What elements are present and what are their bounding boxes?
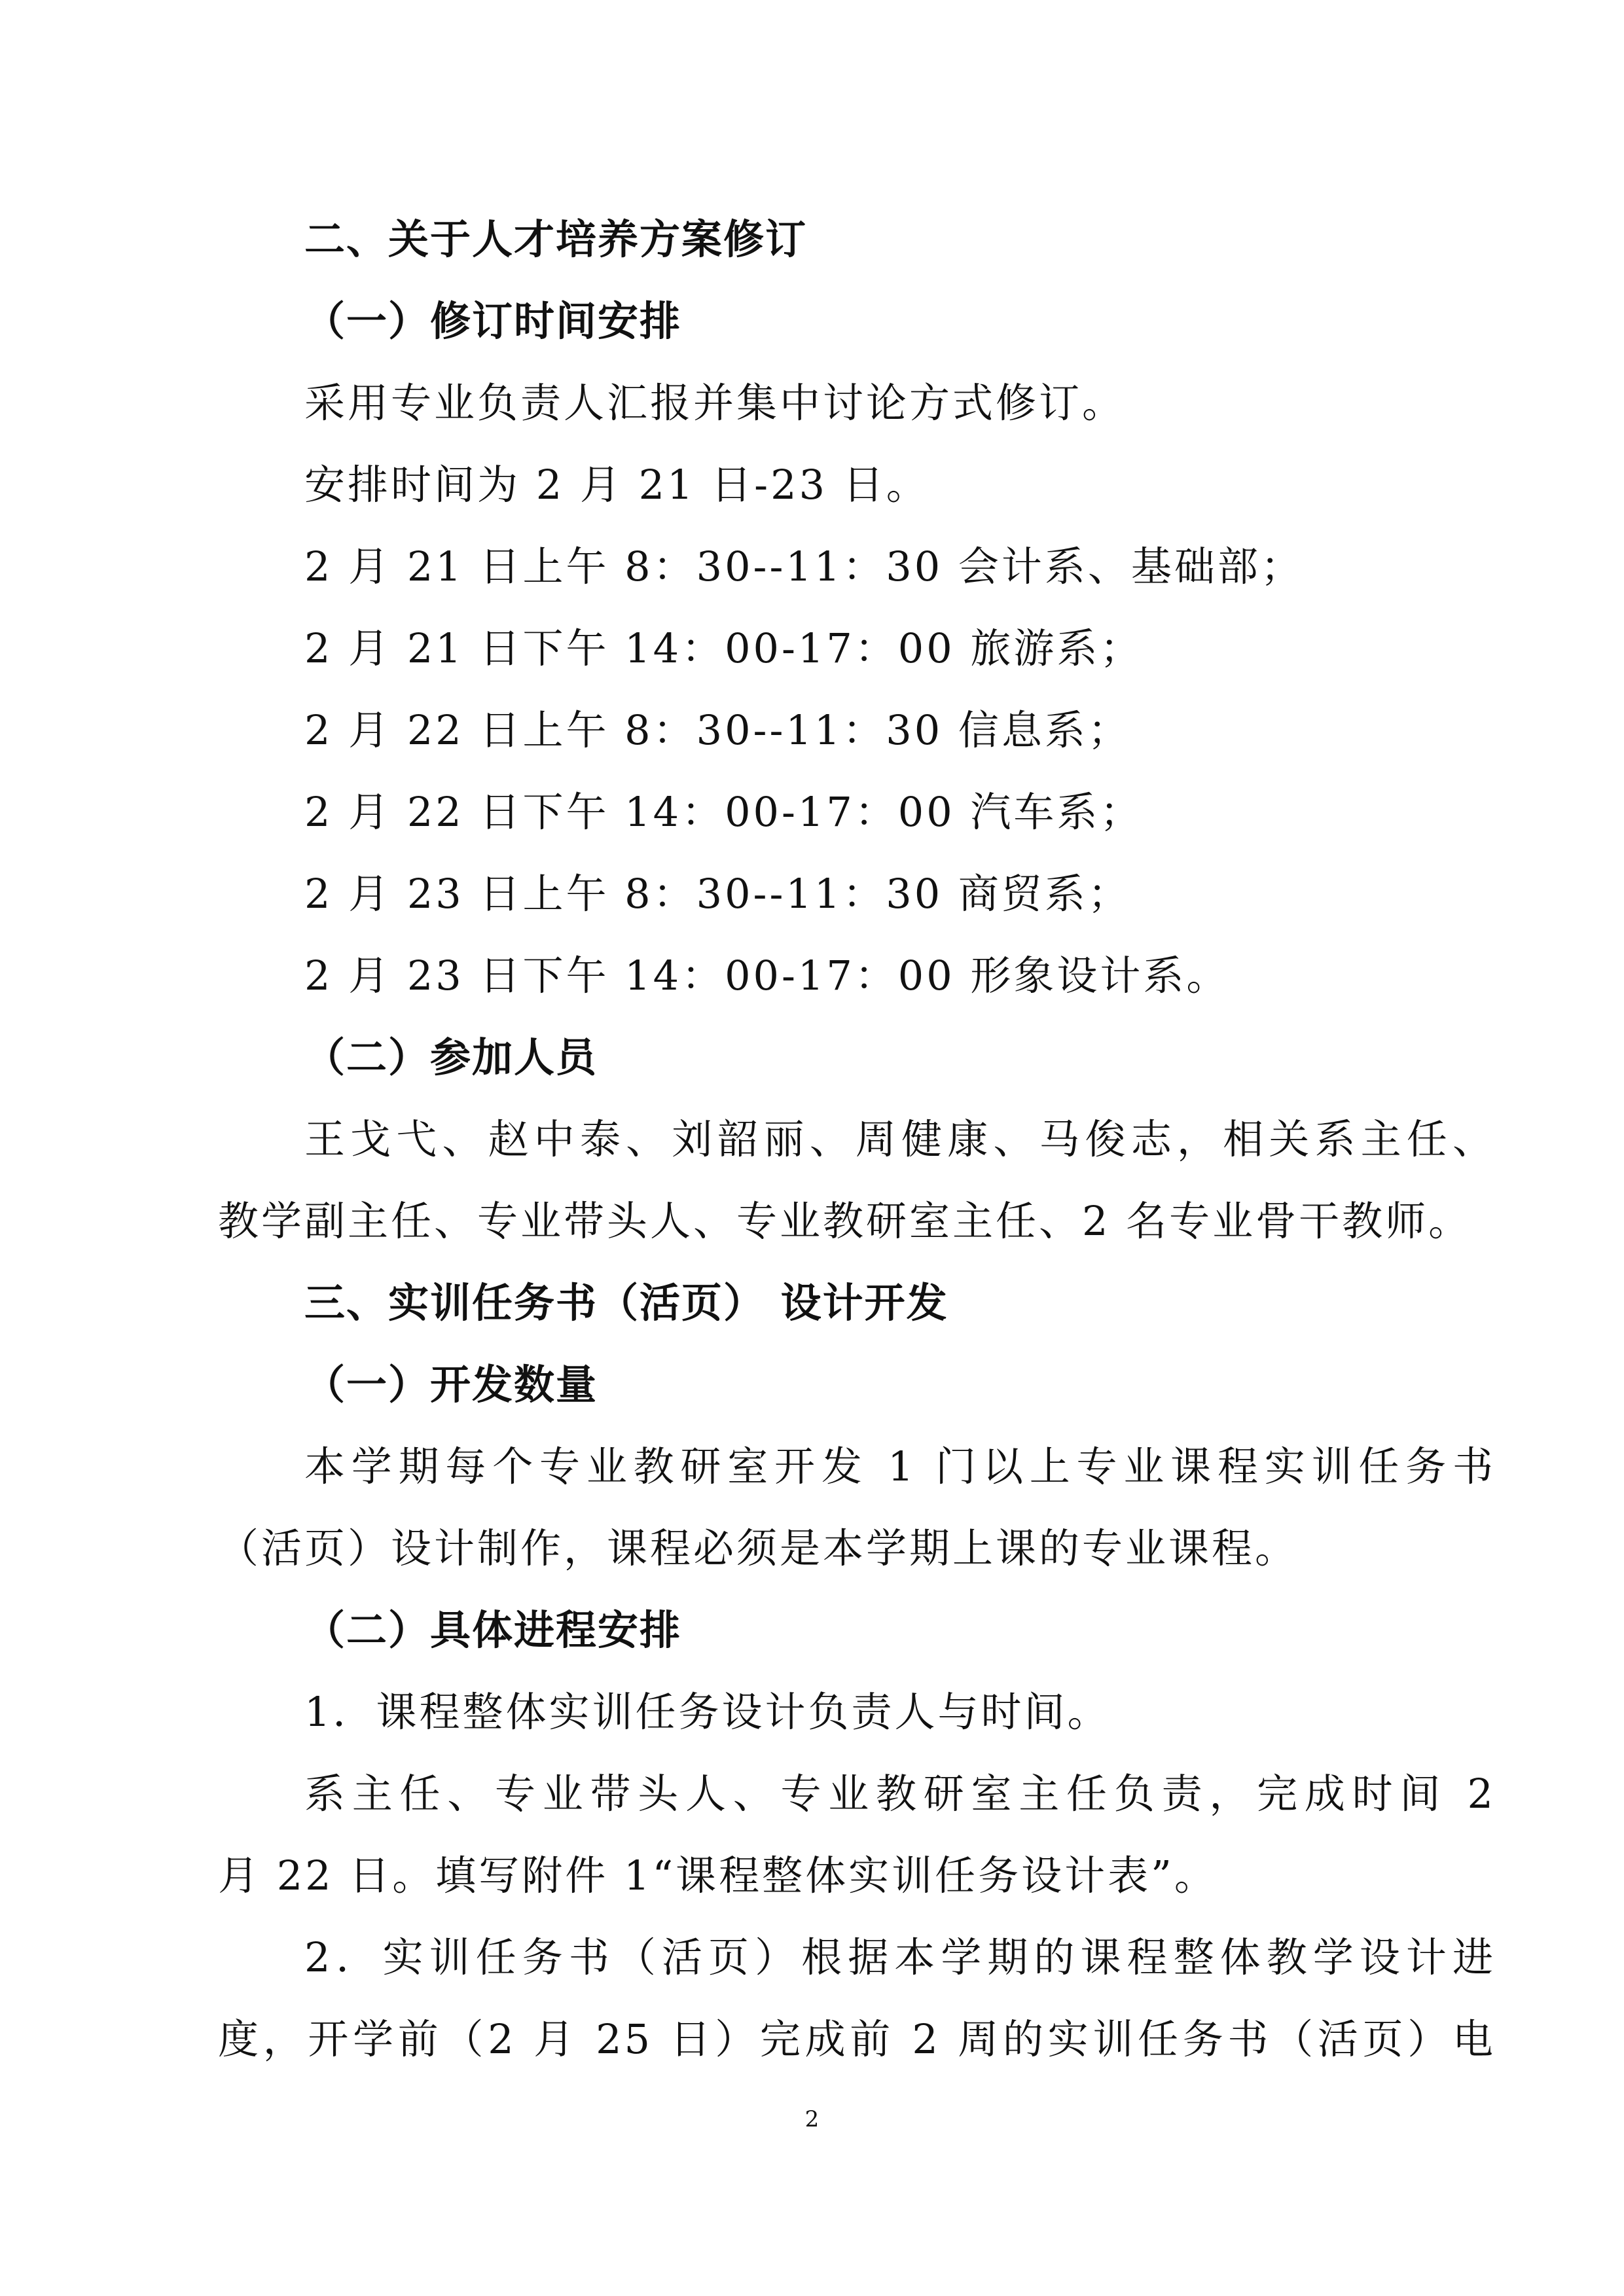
numbered-item: 1．课程整体实训任务设计负责人与时间。	[304, 1688, 1111, 1736]
subsection-heading-2-1: （一）修订时间安排	[304, 297, 682, 345]
schedule-line: 2 月 22 日下午 14：00-17：00 汽车系；	[304, 788, 1144, 836]
schedule-line: 2 月 21 日下午 14：00-17：00 旅游系；	[304, 624, 1144, 672]
paragraph-line: 系主任、专业带头人、专业教研室主任负责，完成时间 2	[304, 1770, 1496, 1818]
subsection-heading-3-2: （二）具体进程安排	[304, 1606, 682, 1654]
paragraph-line: 月 22 日。填写附件 1“课程整体实训任务设计表”。	[218, 1852, 1218, 1899]
numbered-item: 2．实训任务书（活页）根据本学期的课程整体教学设计进	[304, 1933, 1496, 1981]
paragraph-line: （活页）设计制作，课程必须是本学期上课的专业课程。	[218, 1524, 1299, 1572]
schedule-line: 2 月 21 日上午 8：30--11：30 会计系、基础部；	[304, 543, 1304, 590]
paragraph-line: 安排时间为 2 月 21 日-23 日。	[304, 461, 929, 509]
paragraph-line: 王戈弋、赵中泰、刘韶丽、周健康、马俊志，相关系主任、	[304, 1115, 1496, 1163]
subsection-heading-3-1: （一）开发数量	[304, 1361, 598, 1408]
paragraph-line: 采用专业负责人汇报并集中讨论方式修订。	[304, 379, 1126, 427]
schedule-line: 2 月 23 日下午 14：00-17：00 形象设计系。	[304, 952, 1230, 999]
schedule-line: 2 月 23 日上午 8：30--11：30 商贸系；	[304, 870, 1131, 918]
paragraph-line: 本学期每个专业教研室开发 1 门以上专业课程实训任务书	[304, 1443, 1496, 1490]
subsection-heading-2-2: （二）参加人员	[304, 1033, 598, 1081]
section-heading-2: 二、关于人才培养方案修订	[304, 215, 808, 263]
section-heading-3: 三、实训任务书（活页） 设计开发	[304, 1279, 948, 1327]
page-number: 2	[804, 2106, 820, 2132]
paragraph-line: 度，开学前（2 月 25 日）完成前 2 周的实训任务书（活页）电	[218, 2015, 1496, 2063]
schedule-line: 2 月 22 日上午 8：30--11：30 信息系；	[304, 706, 1131, 754]
paragraph-line: 教学副主任、专业带头人、专业教研室主任、2 名专业骨干教师。	[218, 1197, 1472, 1245]
